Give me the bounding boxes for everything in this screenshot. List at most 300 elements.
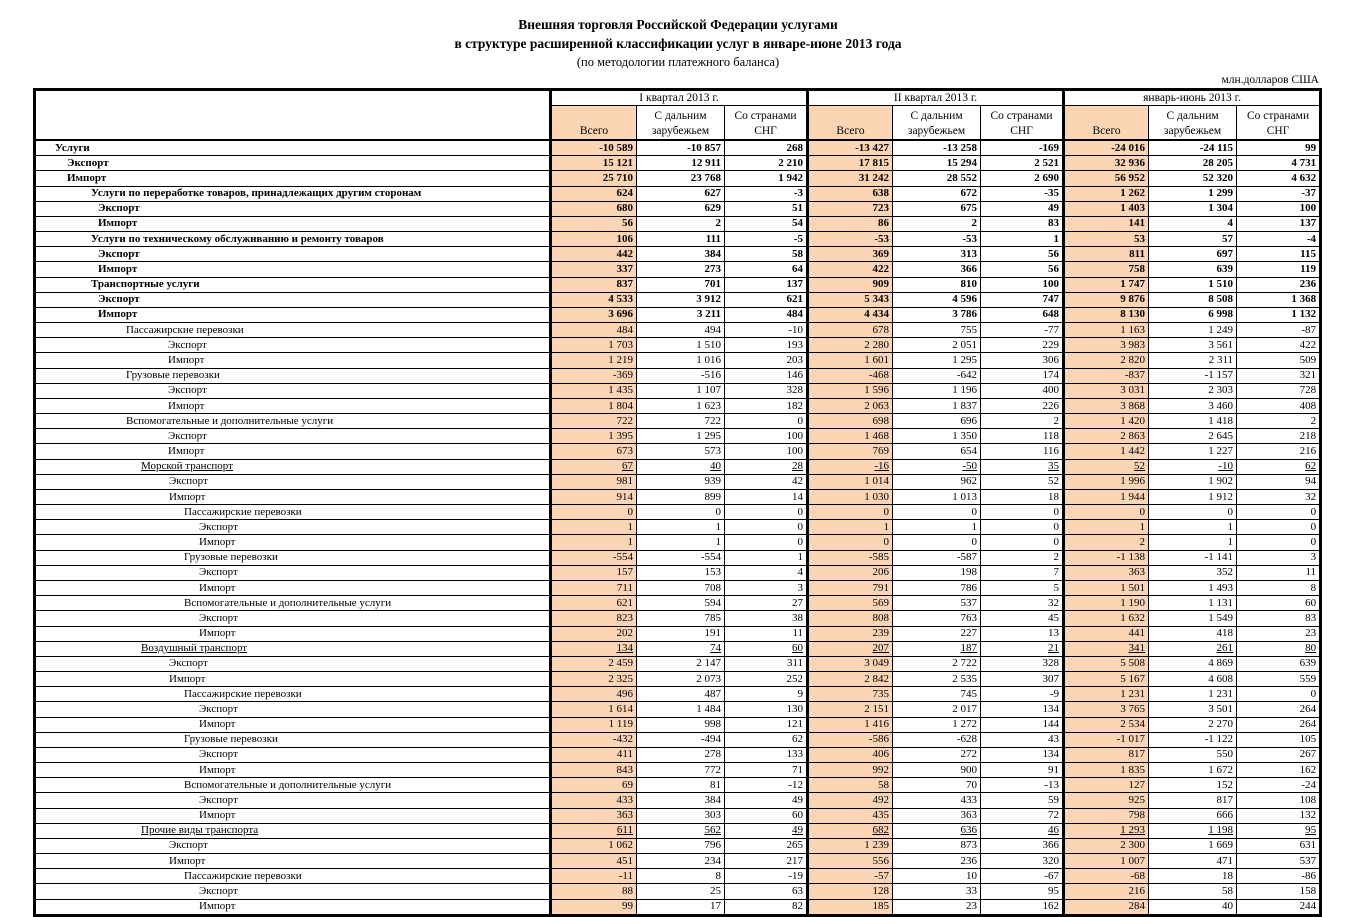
value-cell: -642	[893, 368, 981, 383]
value-cell: 1 014	[808, 474, 893, 489]
row-label: Морской транспорт	[35, 459, 551, 474]
value-cell: 217	[725, 854, 808, 869]
value-cell: 451	[551, 854, 637, 869]
table-row	[35, 232, 1321, 247]
value-cell: 1	[551, 535, 637, 550]
value-cell: 1 030	[808, 489, 893, 504]
value-cell: 130	[725, 702, 808, 717]
value-cell: 158	[1237, 884, 1321, 899]
value-cell: 2 280	[808, 338, 893, 353]
row-label: Пассажирские перевозки	[35, 687, 551, 702]
value-cell: 2 690	[981, 171, 1064, 186]
table-row	[35, 414, 1321, 429]
document-title	[0, 0, 1356, 72]
value-cell: 11	[1237, 565, 1321, 580]
value-cell: 23 768	[637, 171, 725, 186]
value-cell: 3	[725, 580, 808, 595]
value-cell: 229	[981, 338, 1064, 353]
value-cell: 1	[808, 520, 893, 535]
value-cell: 811	[1064, 247, 1149, 262]
value-cell: -77	[981, 323, 1064, 338]
value-cell: 94	[1237, 474, 1321, 489]
value-cell: 227	[893, 626, 981, 641]
value-cell: 38	[725, 611, 808, 626]
value-cell: 0	[725, 505, 808, 520]
value-cell: 2 073	[637, 672, 725, 687]
row-label: Экспорт	[35, 247, 551, 262]
value-cell: 772	[637, 763, 725, 778]
value-cell: 672	[893, 186, 981, 201]
value-cell: 11	[725, 626, 808, 641]
value-cell: 236	[1237, 277, 1321, 292]
value-cell: 1 510	[637, 338, 725, 353]
value-cell: 341	[1064, 641, 1149, 656]
row-label: Импорт	[35, 672, 551, 687]
value-cell: 537	[893, 596, 981, 611]
value-cell: 23	[1237, 626, 1321, 641]
value-cell: 422	[808, 262, 893, 277]
value-cell: -87	[1237, 323, 1321, 338]
row-label: Экспорт	[35, 793, 551, 808]
table-row	[35, 429, 1321, 444]
table-row	[35, 580, 1321, 595]
value-cell: 648	[981, 307, 1064, 322]
value-cell: 13	[981, 626, 1064, 641]
table-row	[35, 763, 1321, 778]
value-cell: 0	[893, 505, 981, 520]
value-cell: 2 270	[1149, 717, 1237, 732]
value-cell: 939	[637, 474, 725, 489]
value-cell: -24 115	[1149, 140, 1237, 156]
value-cell: 352	[1149, 565, 1237, 580]
value-cell: 559	[1237, 672, 1321, 687]
value-cell: 433	[551, 793, 637, 808]
row-label: Импорт	[35, 353, 551, 368]
value-cell: 273	[637, 262, 725, 277]
value-cell: -10	[725, 323, 808, 338]
value-cell: 46	[981, 823, 1064, 838]
value-cell: 174	[981, 368, 1064, 383]
row-label: Услуги по техническому обслуживанию и ремонту товаров	[35, 232, 551, 247]
value-cell: 51	[725, 201, 808, 216]
value-cell: 1 493	[1149, 580, 1237, 595]
value-cell: 925	[1064, 793, 1149, 808]
value-cell: 311	[725, 656, 808, 671]
value-cell: 0	[808, 505, 893, 520]
value-cell: 62	[1237, 459, 1321, 474]
table-row	[35, 277, 1321, 292]
value-cell: 2 863	[1064, 429, 1149, 444]
value-cell: -67	[981, 869, 1064, 884]
value-cell: 2 535	[893, 672, 981, 687]
value-cell: 0	[981, 520, 1064, 535]
value-cell: -3	[725, 186, 808, 201]
value-cell: 494	[637, 323, 725, 338]
col-header-total: Всего	[808, 106, 893, 141]
value-cell: 15 121	[551, 156, 637, 171]
value-cell: 8	[1237, 580, 1321, 595]
value-cell: 573	[637, 444, 725, 459]
value-cell: 59	[981, 793, 1064, 808]
value-cell: 998	[637, 717, 725, 732]
value-cell: 786	[893, 580, 981, 595]
row-label: Пассажирские перевозки	[35, 323, 551, 338]
value-cell: 1 549	[1149, 611, 1237, 626]
value-cell: 2 063	[808, 398, 893, 413]
row-label: Импорт	[35, 307, 551, 322]
value-cell: 1 416	[808, 717, 893, 732]
value-cell: 54	[725, 216, 808, 231]
value-cell: 2	[1064, 535, 1149, 550]
value-cell: 366	[981, 838, 1064, 853]
value-cell: -516	[637, 368, 725, 383]
value-cell: 133	[725, 747, 808, 762]
value-cell: 1 231	[1149, 687, 1237, 702]
value-cell: 18	[1149, 869, 1237, 884]
value-cell: -837	[1064, 368, 1149, 383]
table-row	[35, 186, 1321, 201]
value-cell: 35	[981, 459, 1064, 474]
table-row	[35, 808, 1321, 823]
value-cell: 843	[551, 763, 637, 778]
value-cell: -494	[637, 732, 725, 747]
value-cell: 1 295	[893, 353, 981, 368]
value-cell: 14	[725, 489, 808, 504]
value-cell: 1 295	[637, 429, 725, 444]
row-label: Импорт	[35, 899, 551, 915]
value-cell: 817	[1149, 793, 1237, 808]
value-cell: 785	[637, 611, 725, 626]
row-label: Экспорт	[35, 201, 551, 216]
table-row	[35, 702, 1321, 717]
value-cell: -13 427	[808, 140, 893, 156]
value-cell: 914	[551, 489, 637, 504]
value-cell: 435	[808, 808, 893, 823]
title-line-2: в структуре расширенной классификации услуг в январе-июне 2013 года	[454, 36, 902, 51]
value-cell: 0	[1064, 505, 1149, 520]
value-cell: 128	[808, 884, 893, 899]
value-cell: 2 151	[808, 702, 893, 717]
value-cell: 981	[551, 474, 637, 489]
value-cell: 56	[551, 216, 637, 231]
table-row	[35, 854, 1321, 869]
value-cell: 132	[1237, 808, 1321, 823]
value-cell: 64	[725, 262, 808, 277]
row-label: Вспомогательные и дополнительные услуги	[35, 414, 551, 429]
value-cell: -554	[551, 550, 637, 565]
value-cell: 15 294	[893, 156, 981, 171]
value-cell: 115	[1237, 247, 1321, 262]
value-cell: -13 258	[893, 140, 981, 156]
value-cell: 363	[551, 808, 637, 823]
value-cell: 798	[1064, 808, 1149, 823]
row-label: Экспорт	[35, 611, 551, 626]
value-cell: 1 013	[893, 489, 981, 504]
value-cell: 735	[808, 687, 893, 702]
row-label: Пассажирские перевозки	[35, 869, 551, 884]
column-group-header-row	[35, 90, 1321, 106]
table-row	[35, 171, 1321, 186]
value-cell: 639	[1237, 656, 1321, 671]
value-cell: 2 051	[893, 338, 981, 353]
value-cell: 1 107	[637, 383, 725, 398]
value-cell: 698	[808, 414, 893, 429]
value-cell: 636	[893, 823, 981, 838]
value-cell: 191	[637, 626, 725, 641]
table-row	[35, 398, 1321, 413]
value-cell: 25 710	[551, 171, 637, 186]
value-cell: 134	[551, 641, 637, 656]
value-cell: 252	[725, 672, 808, 687]
value-cell: 1 501	[1064, 580, 1149, 595]
value-cell: 303	[637, 808, 725, 823]
value-cell: 8	[637, 869, 725, 884]
value-cell: 747	[981, 292, 1064, 307]
value-cell: 202	[551, 626, 637, 641]
value-cell: 6 998	[1149, 307, 1237, 322]
value-cell: 837	[551, 277, 637, 292]
value-cell: 95	[981, 884, 1064, 899]
row-label: Экспорт	[35, 838, 551, 853]
value-cell: 134	[981, 747, 1064, 762]
value-cell: 1	[893, 520, 981, 535]
row-label: Вспомогательные и дополнительные услуги	[35, 596, 551, 611]
value-cell: 418	[1149, 626, 1237, 641]
value-cell: 105	[1237, 732, 1321, 747]
value-cell: 366	[893, 262, 981, 277]
value-cell: 3 786	[893, 307, 981, 322]
value-cell: 0	[1237, 505, 1321, 520]
value-cell: -1 017	[1064, 732, 1149, 747]
row-label: Импорт	[35, 216, 551, 231]
value-cell: 1 272	[893, 717, 981, 732]
value-cell: 1 418	[1149, 414, 1237, 429]
value-cell: 680	[551, 201, 637, 216]
value-cell: 2 459	[551, 656, 637, 671]
value-cell: 25	[637, 884, 725, 899]
value-cell: 137	[725, 277, 808, 292]
value-cell: 5 343	[808, 292, 893, 307]
value-cell: 60	[1237, 596, 1321, 611]
value-cell: 268	[725, 140, 808, 156]
value-cell: 27	[725, 596, 808, 611]
row-label: Транспортные услуги	[35, 277, 551, 292]
value-cell: -50	[893, 459, 981, 474]
row-label: Грузовые перевозки	[35, 732, 551, 747]
table-row	[35, 201, 1321, 216]
row-label: Импорт	[35, 171, 551, 186]
value-cell: 121	[725, 717, 808, 732]
value-cell: 141	[1064, 216, 1149, 231]
value-cell: 1 219	[551, 353, 637, 368]
value-cell: -1 141	[1149, 550, 1237, 565]
value-cell: 621	[725, 292, 808, 307]
value-cell: 627	[637, 186, 725, 201]
value-cell: 106	[551, 232, 637, 247]
value-cell: 67	[551, 459, 637, 474]
value-cell: 509	[1237, 353, 1321, 368]
value-cell: 1 304	[1149, 201, 1237, 216]
value-cell: 91	[981, 763, 1064, 778]
value-cell: 62	[725, 732, 808, 747]
value-cell: 265	[725, 838, 808, 853]
table-row	[35, 247, 1321, 262]
value-cell: 32 936	[1064, 156, 1149, 171]
col-header-far-abroad: С дальним зарубежьем	[637, 106, 725, 141]
value-cell: 152	[1149, 778, 1237, 793]
table-row	[35, 687, 1321, 702]
value-cell: 264	[1237, 702, 1321, 717]
value-cell: 550	[1149, 747, 1237, 762]
value-cell: 86	[808, 216, 893, 231]
value-cell: 1 190	[1064, 596, 1149, 611]
value-cell: 71	[725, 763, 808, 778]
value-cell: 594	[637, 596, 725, 611]
value-cell: 9 876	[1064, 292, 1149, 307]
value-cell: 2	[1237, 414, 1321, 429]
value-cell: 2 521	[981, 156, 1064, 171]
value-cell: 49	[981, 201, 1064, 216]
title-line-3: (по методологии платежного баланса)	[576, 55, 780, 69]
value-cell: 8 508	[1149, 292, 1237, 307]
title-line-1: Внешняя торговля Российской Федерации услугами	[518, 17, 838, 32]
value-cell: 69	[551, 778, 637, 793]
value-cell: 1 299	[1149, 186, 1237, 201]
row-label: Импорт	[35, 854, 551, 869]
value-cell: 244	[1237, 899, 1321, 915]
value-cell: 45	[981, 611, 1064, 626]
value-cell: 127	[1064, 778, 1149, 793]
value-cell: 1 395	[551, 429, 637, 444]
value-cell: 337	[551, 262, 637, 277]
value-cell: 1	[1149, 535, 1237, 550]
value-cell: 2 017	[893, 702, 981, 717]
value-cell: 1 435	[551, 383, 637, 398]
value-cell: 2	[893, 216, 981, 231]
value-cell: 363	[893, 808, 981, 823]
value-cell: -1 157	[1149, 368, 1237, 383]
table-row	[35, 535, 1321, 550]
value-cell: 1 231	[1064, 687, 1149, 702]
table-row	[35, 717, 1321, 732]
value-cell: 118	[981, 429, 1064, 444]
value-cell: 40	[637, 459, 725, 474]
table-row	[35, 899, 1321, 915]
row-label: Экспорт	[35, 656, 551, 671]
value-cell: 0	[551, 505, 637, 520]
value-cell: 40	[1149, 899, 1237, 915]
value-cell: 2	[981, 550, 1064, 565]
table-row	[35, 823, 1321, 838]
table-row	[35, 747, 1321, 762]
value-cell: -11	[551, 869, 637, 884]
value-cell: 769	[808, 444, 893, 459]
value-cell: 569	[808, 596, 893, 611]
value-cell: 1 007	[1064, 854, 1149, 869]
value-cell: 621	[551, 596, 637, 611]
value-cell: 2 820	[1064, 353, 1149, 368]
value-cell: 99	[1237, 140, 1321, 156]
row-label: Экспорт	[35, 292, 551, 307]
value-cell: 72	[981, 808, 1064, 823]
value-cell: 1 703	[551, 338, 637, 353]
row-label: Экспорт	[35, 383, 551, 398]
value-cell: 12 911	[637, 156, 725, 171]
row-label: Экспорт	[35, 702, 551, 717]
table-row	[35, 292, 1321, 307]
row-label: Импорт	[35, 262, 551, 277]
value-cell: 722	[637, 414, 725, 429]
table-row	[35, 353, 1321, 368]
value-cell: 1	[981, 232, 1064, 247]
value-cell: 678	[808, 323, 893, 338]
value-cell: 1 350	[893, 429, 981, 444]
value-cell: 80	[1237, 641, 1321, 656]
value-cell: 758	[1064, 262, 1149, 277]
value-cell: 111	[637, 232, 725, 247]
value-cell: 1 468	[808, 429, 893, 444]
group-header-h1: январь-июнь 2013 г.	[1064, 90, 1321, 106]
value-cell: 701	[637, 277, 725, 292]
value-cell: 909	[808, 277, 893, 292]
table-row	[35, 596, 1321, 611]
value-cell: 10	[893, 869, 981, 884]
value-cell: 0	[893, 535, 981, 550]
value-cell: -10 857	[637, 140, 725, 156]
value-cell: -16	[808, 459, 893, 474]
value-cell: 1 131	[1149, 596, 1237, 611]
value-cell: -13	[981, 778, 1064, 793]
value-cell: 100	[981, 277, 1064, 292]
row-label: Услуги	[35, 140, 551, 156]
table-row	[35, 489, 1321, 504]
value-cell: 1 944	[1064, 489, 1149, 504]
value-cell: 2 842	[808, 672, 893, 687]
row-label: Экспорт	[35, 156, 551, 171]
value-cell: 328	[725, 383, 808, 398]
value-cell: 313	[893, 247, 981, 262]
table-row	[35, 732, 1321, 747]
table-row	[35, 216, 1321, 231]
table-row	[35, 838, 1321, 853]
value-cell: 4 632	[1237, 171, 1321, 186]
value-cell: 2 303	[1149, 383, 1237, 398]
value-cell: 2	[981, 414, 1064, 429]
value-cell: 2	[637, 216, 725, 231]
value-cell: 562	[637, 823, 725, 838]
value-cell: 0	[981, 505, 1064, 520]
value-cell: 31 242	[808, 171, 893, 186]
table-row	[35, 641, 1321, 656]
table-row	[35, 778, 1321, 793]
value-cell: 791	[808, 580, 893, 595]
value-cell: 496	[551, 687, 637, 702]
row-label: Импорт	[35, 535, 551, 550]
value-cell: -19	[725, 869, 808, 884]
value-cell: 3 765	[1064, 702, 1149, 717]
value-cell: 187	[893, 641, 981, 656]
value-cell: 763	[893, 611, 981, 626]
value-cell: 1 804	[551, 398, 637, 413]
value-cell: 1 669	[1149, 838, 1237, 853]
value-cell: -585	[808, 550, 893, 565]
value-cell: 1 623	[637, 398, 725, 413]
value-cell: 4 608	[1149, 672, 1237, 687]
value-cell: 1 249	[1149, 323, 1237, 338]
value-cell: 441	[1064, 626, 1149, 641]
value-cell: 1 442	[1064, 444, 1149, 459]
value-cell: 328	[981, 656, 1064, 671]
